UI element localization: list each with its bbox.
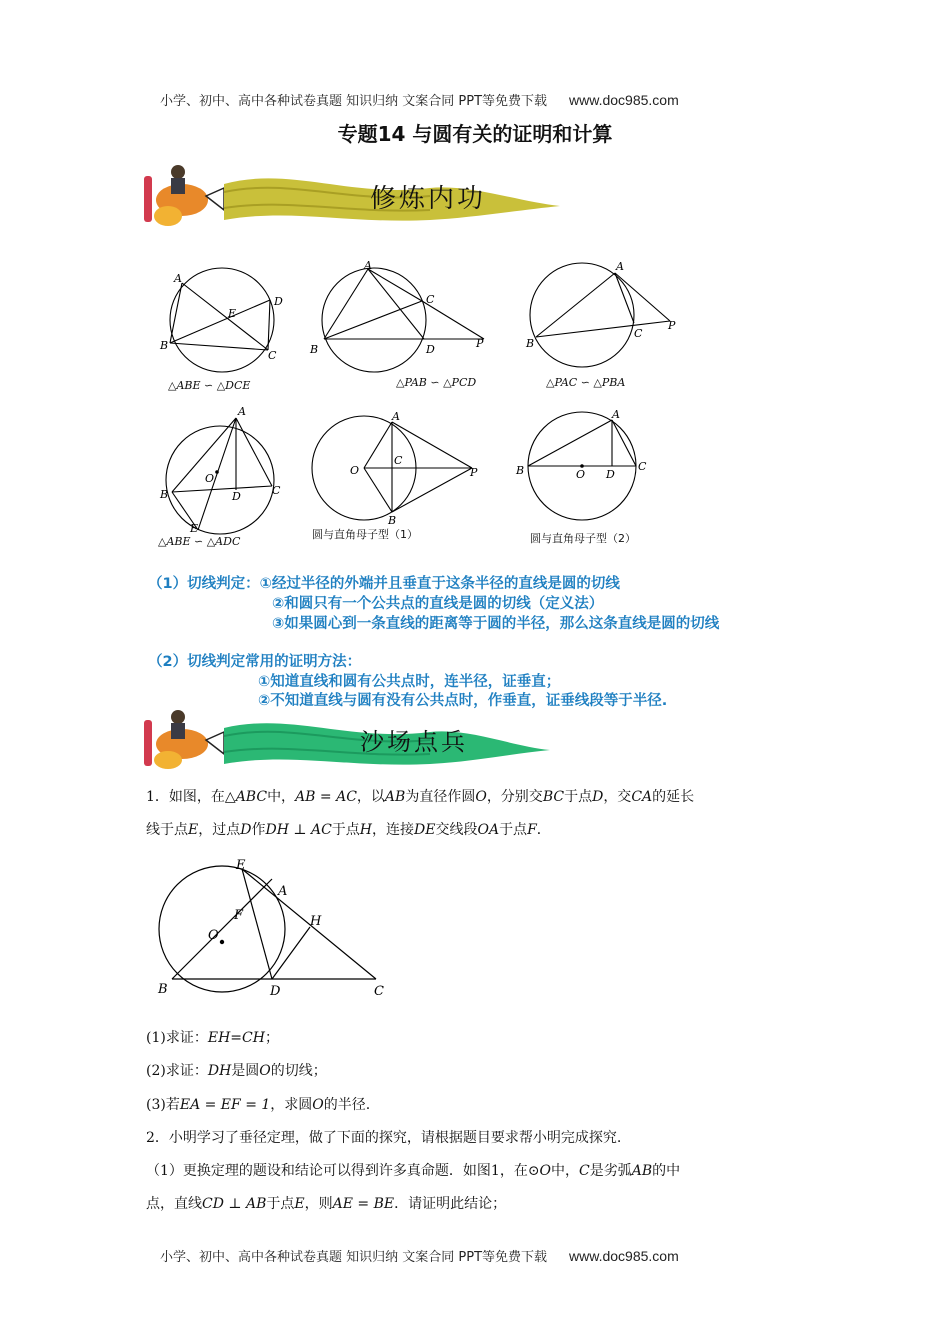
q1-text: 为直径作圆 [405, 789, 476, 805]
fig5-label-o: O [350, 464, 360, 477]
banner-title-1: 修炼内功 [370, 184, 487, 214]
q1-text: ，分别交 [486, 789, 543, 805]
q2-intro: 2．小明学习了垂径定理，做了下面的探究，请根据题目要求帮小明完成探究. [146, 1130, 622, 1146]
q1-text: ． [536, 822, 551, 838]
fig1-label-c: C [268, 349, 277, 362]
fig4-label-c: C [272, 484, 281, 497]
q1-math: EH=CH [207, 1030, 265, 1046]
q1-math: DH ⊥ AC [265, 822, 332, 838]
fig1-label-a: A [174, 272, 182, 285]
q2-math: C [579, 1163, 590, 1179]
fig2-label-c: C [426, 293, 435, 306]
q1-fig-label-b: B [158, 982, 168, 997]
q1-fig-label-d: D [270, 984, 281, 999]
q1-text: (1)求证： [146, 1030, 208, 1046]
q2-math: E [294, 1196, 305, 1212]
q1-math: DE [414, 822, 436, 838]
q2-text: 中， [551, 1163, 580, 1179]
fig4-label-b: B [160, 488, 169, 501]
fig1-caption: △ABE ∽ △DCE [168, 379, 251, 392]
page-header [160, 90, 679, 109]
q2-text: 点，直线 [146, 1196, 202, 1212]
fig3-label-c: C [634, 327, 643, 340]
fig4-label-e: E [190, 522, 199, 535]
q1-line-2 [146, 820, 551, 840]
fig3-label-p: P [668, 319, 676, 332]
q1-text: 作 [251, 822, 266, 838]
q1-math: OA [477, 822, 500, 838]
q2-text: 于点 [266, 1196, 295, 1212]
q2-line-2 [146, 1194, 506, 1214]
q1-text: 的切线； [270, 1063, 327, 1079]
q2-text: （1）更换定理的题设和结论可以得到许多真命题．如图1，在 [146, 1163, 528, 1179]
banner-title-2: 沙场点兵 [360, 728, 468, 756]
q1-fig-label-a: A [278, 884, 288, 899]
fig5-caption: 圆与直角母子型（1） [312, 528, 418, 541]
fig5-label-p: P [470, 466, 478, 479]
method-line-2: ②和圆只有一个公共点的直线是圆的切线（定义法） [272, 596, 604, 612]
q1-math: D [592, 789, 604, 805]
q1-sub-2 [146, 1061, 327, 1081]
fig6-caption: 圆与直角母子型（2） [530, 532, 636, 545]
q1-fig-label-h: H [310, 914, 322, 929]
q1-math: △ABC [224, 789, 268, 805]
q1-math: H [359, 822, 373, 838]
q1-math: O [475, 789, 487, 805]
q2-math: AB [631, 1163, 653, 1179]
q1-math: O [259, 1063, 271, 1079]
q1-text: 于点 [331, 822, 360, 838]
q2-math: CD ⊥ AB [202, 1196, 267, 1212]
q1-math: AB = AC [295, 789, 357, 805]
q1-text: 1．如图，在 [146, 789, 225, 805]
fig4-label-a: A [238, 405, 246, 418]
banner-battle [140, 706, 560, 778]
q1-math: CA [631, 789, 653, 805]
fig4-caption: △ABE ∽ △ADC [158, 535, 241, 548]
fig6-label-c: C [638, 460, 647, 473]
q2-math: AE = BE [332, 1196, 395, 1212]
fig5-label-c: C [394, 454, 403, 467]
fig1-label-e: E [228, 307, 237, 320]
figures-row-2 [150, 400, 670, 535]
method-line-3: ③如果圆心到一条直线的距离等于圆的半径，那么这条直线是圆的切线 [272, 616, 720, 632]
fig4-center-dot [215, 470, 219, 474]
banner-cultivate [140, 158, 570, 238]
q1-line-1 [146, 787, 694, 807]
header-text: 小学、初中、高中各种试卷真题 知识归纳 文案合同 PPT等免费下载 [160, 94, 548, 109]
q1-text: 线于点 [146, 822, 188, 838]
airplane-banner-icon [140, 158, 570, 238]
footer-site: www.doc985.com [569, 1248, 679, 1264]
fig1-label-b: B [160, 339, 169, 352]
page-title: 专题14 与圆有关的证明和计算 [337, 122, 613, 146]
q1-text: ，过点 [198, 822, 241, 838]
q1-math: AB [384, 789, 406, 805]
q1-math: O [312, 1097, 324, 1113]
fig3-caption: △PAC ∽ △PBA [546, 376, 626, 389]
fig5-label-b: B [388, 514, 397, 527]
fig6-label-b: B [516, 464, 525, 477]
q1-text: ，连接 [372, 822, 415, 838]
fig3-label-b: B [526, 337, 535, 350]
q1-text: 的延长 [652, 789, 695, 805]
fig6-label-o: O [576, 468, 586, 481]
figure-3 [530, 263, 670, 367]
figure-5 [312, 416, 472, 520]
header-site: www.doc985.com [569, 92, 679, 108]
fig4-label-d: D [232, 490, 241, 503]
q1-math: EA = EF = 1 [179, 1097, 271, 1113]
fig5-label-a: A [392, 410, 400, 423]
q1-text: 中， [267, 789, 296, 805]
q1-text: ，交 [603, 789, 632, 805]
method-line-1: （1）切线判定：①经过半径的外端并且垂直于这条半径的直线是圆的切线 [148, 576, 620, 592]
method-line-5: ①知道直线和圆有公共点时，连半径，证垂直； [258, 674, 561, 690]
q1-text: ； [264, 1030, 279, 1046]
fig2-caption: △PAB ∽ △PCD [396, 376, 477, 389]
q1-text: 于点 [564, 789, 593, 805]
q2-line-1 [146, 1161, 680, 1181]
fig2-label-p: P [476, 337, 484, 350]
fig2-label-b: B [310, 343, 319, 356]
method-line-4: （2）切线判定常用的证明方法： [148, 654, 362, 670]
figure-1 [170, 268, 274, 372]
fig4-label-o: O [205, 472, 215, 485]
q2-text: 的中 [652, 1163, 681, 1179]
fig3-label-a: A [616, 260, 624, 273]
q1-text: 于点 [499, 822, 528, 838]
q1-sub-3 [146, 1095, 370, 1115]
fig6-label-d: D [606, 468, 615, 481]
q1-text: 的半径. [323, 1097, 371, 1113]
q2-text: ，则 [304, 1196, 333, 1212]
q1-fig-label-f: F [234, 908, 244, 923]
q1-text: ，求圆 [270, 1097, 313, 1113]
q1-math: D [240, 822, 252, 838]
q1-figure [150, 855, 400, 1005]
q1-math: E [188, 822, 199, 838]
method-line-6: ②不知道直线与圆有没有公共点时，作垂直，证垂线段等于半径. [258, 693, 668, 709]
fig2-label-d: D [426, 343, 435, 356]
figure-4 [166, 418, 274, 534]
q1-fig-label-c: C [374, 984, 384, 999]
fig1-label-d: D [274, 295, 283, 308]
footer-text: 小学、初中、高中各种试卷真题 知识归纳 文案合同 PPT等免费下载 [160, 1250, 548, 1265]
q1-fig-label-o: O [208, 928, 219, 943]
q1-text: (3)若 [146, 1097, 180, 1113]
q1-fig-label-e: E [236, 858, 246, 873]
q2-text: 是劣弧 [589, 1163, 632, 1179]
q1-center-dot [220, 940, 224, 944]
page-footer [160, 1246, 679, 1265]
q2-text: ．请证明此结论； [394, 1196, 507, 1212]
figure-2 [322, 268, 484, 372]
q1-text: (2)求证： [146, 1063, 208, 1079]
q2-math: ⊙O [527, 1163, 552, 1179]
q1-text: ，以 [356, 789, 385, 805]
airplane-banner-icon-2 [140, 706, 560, 778]
q1-math: F [527, 822, 537, 838]
q1-text: 交线段 [435, 822, 478, 838]
q1-text: 是圆 [231, 1063, 260, 1079]
q1-math: DH [207, 1063, 232, 1079]
q1-math: BC [542, 789, 565, 805]
fig6-label-a: A [612, 408, 620, 421]
fig2-label-a: A [364, 259, 372, 272]
q1-sub-1 [146, 1028, 279, 1048]
